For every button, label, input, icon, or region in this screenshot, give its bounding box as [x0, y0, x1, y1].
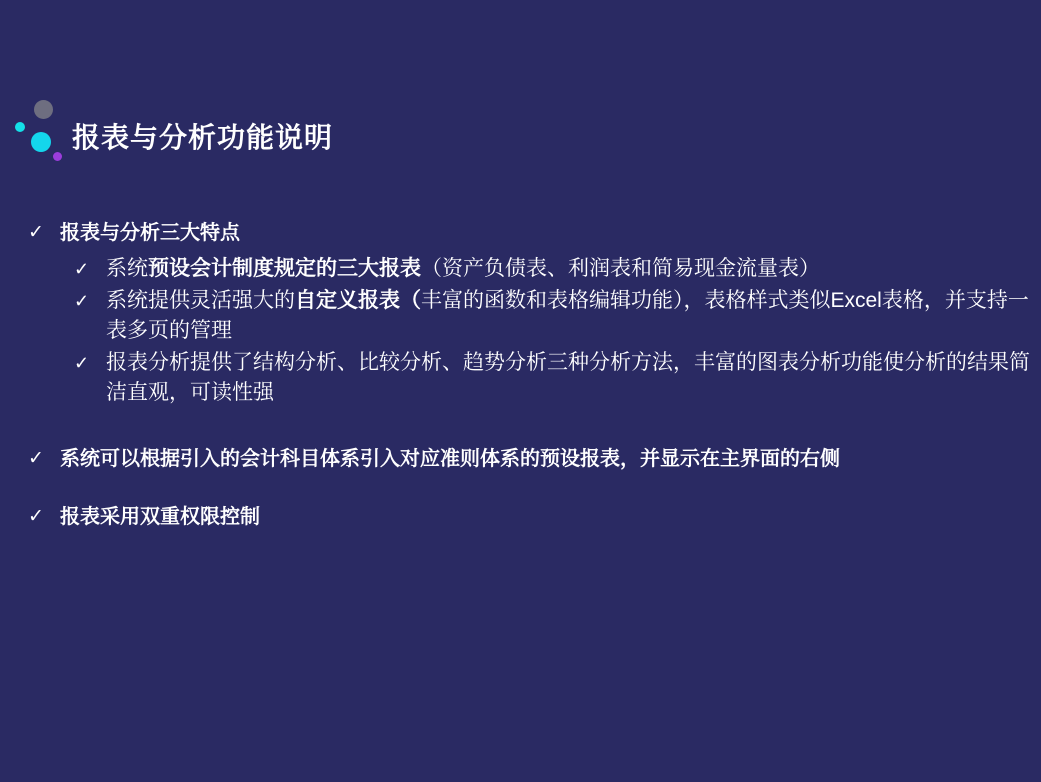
bullet-level1-text: 系统可以根据引入的会计科目体系引入对应准则体系的预设报表，并显示在主界面的右侧	[60, 448, 840, 470]
decorative-dots-icon	[14, 98, 66, 168]
bullet-level1	[22, 444, 990, 474]
slide-body	[22, 218, 1030, 538]
check-icon: ✓	[74, 259, 90, 279]
list-item	[22, 254, 1036, 284]
list-item-lead: 系统提供灵活强大的	[106, 289, 295, 312]
page-title: 报表与分析功能说明	[72, 122, 334, 153]
check-icon: ✓	[28, 448, 44, 469]
list-item-lead: 报表分析提供了结构分析、比较分析、趋势分析三种分析方法，丰富的图表分析功能使分析的结果简洁直观，可读性强	[106, 351, 1030, 404]
dot-cyan-icon	[31, 132, 51, 152]
bullet-level1-text: 报表采用双重权限控制	[60, 506, 260, 528]
list-item-bold: 预设会计制度规定的三大报表	[148, 257, 421, 280]
check-icon: ✓	[74, 353, 90, 373]
bullet-level1	[22, 502, 1012, 532]
list-item-tail: （资产负债表、利润表和简易现金流量表）	[421, 257, 820, 280]
list-item-lead: 系统	[106, 257, 148, 280]
dot-gray-icon	[34, 100, 53, 119]
list-item-tail: 丰富的函数和表格编辑功能），表格样式类似Excel表格，并支持一表多页的管理	[106, 289, 1029, 342]
spacer	[22, 418, 1012, 444]
check-icon: ✓	[28, 222, 44, 243]
check-icon: ✓	[28, 506, 44, 527]
check-icon: ✓	[74, 291, 90, 311]
dot-purple-icon	[53, 152, 62, 161]
bullet-level1	[22, 218, 1012, 248]
dot-small-cyan-icon	[15, 122, 25, 132]
spacer	[22, 480, 1012, 502]
slide-title-area	[0, 98, 1041, 178]
list-item	[22, 286, 1036, 346]
bullet-level1-text: 报表与分析三大特点	[60, 222, 240, 244]
list-item-bold: 自定义报表（	[295, 289, 421, 312]
list-item	[22, 348, 1036, 408]
bullet-level2-group	[22, 254, 1030, 408]
